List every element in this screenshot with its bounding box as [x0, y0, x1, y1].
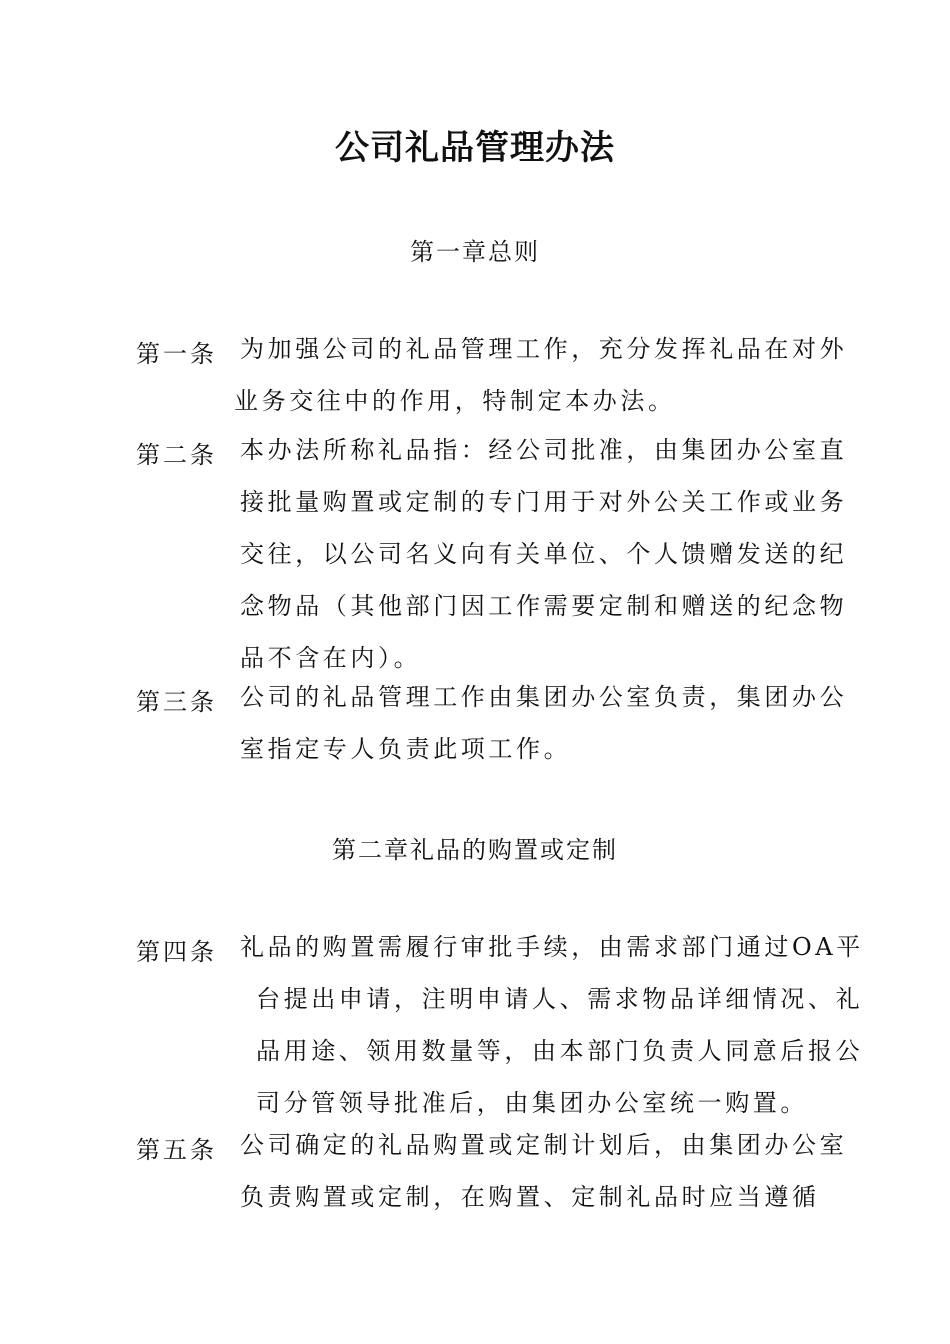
article-label: 第三条 — [136, 688, 217, 716]
article-line: 本办法所称礼品指：经公司批准，由集团办公室直 — [240, 436, 848, 464]
article-line: 负责购置或定制，在购置、定制礼品时应当遵循 — [240, 1183, 820, 1211]
article-label: 第二条 — [136, 441, 217, 469]
chapter-heading: 第二章礼品的购置或定制 — [332, 836, 618, 864]
article-line: 公司确定的礼品购置或定制计划后，由集团办公室 — [240, 1131, 848, 1159]
article-line: 公司的礼品管理工作由集团办公室负责，集团办公 — [240, 683, 848, 711]
article-line: 品用途、领用数量等，由本部门负责人同意后报公 — [256, 1037, 864, 1065]
chapter-heading: 第一章总则 — [410, 238, 540, 266]
article-line: 室指定专人负责此项工作。 — [240, 735, 572, 763]
article-line: 司分管领导批准后，由集团办公室统一购置。 — [256, 1089, 808, 1117]
article-line: 品不含在内）。 — [240, 644, 422, 672]
document-title: 公司礼品管理办法 — [335, 128, 615, 168]
article-text — [234, 334, 848, 438]
article-text — [240, 435, 848, 695]
article-text — [240, 1130, 848, 1234]
article-label: 第五条 — [136, 1136, 217, 1164]
article-label: 第四条 — [136, 938, 217, 966]
article-text — [240, 682, 848, 786]
article-line: 业务交往中的作用，特制定本办法。 — [234, 387, 676, 415]
article-line: 台提出申请，注明申请人、需求物品详细情况、礼 — [256, 985, 864, 1013]
article-text — [240, 932, 864, 1140]
article-label: 第一条 — [136, 340, 217, 368]
article-line: 礼品的购置需履行审批手续，由需求部门通过OA平 — [240, 933, 864, 961]
article-line: 接批量购置或定制的专门用于对外公关工作或业务 — [240, 488, 848, 516]
article-line: 念物品（其他部门因工作需要定制和赠送的纪念物 — [240, 592, 848, 620]
article-line: 为加强公司的礼品管理工作，充分发挥礼品在对外 — [240, 335, 848, 363]
article-line: 交往，以公司名义向有关单位、个人馈赠发送的纪 — [240, 540, 848, 568]
